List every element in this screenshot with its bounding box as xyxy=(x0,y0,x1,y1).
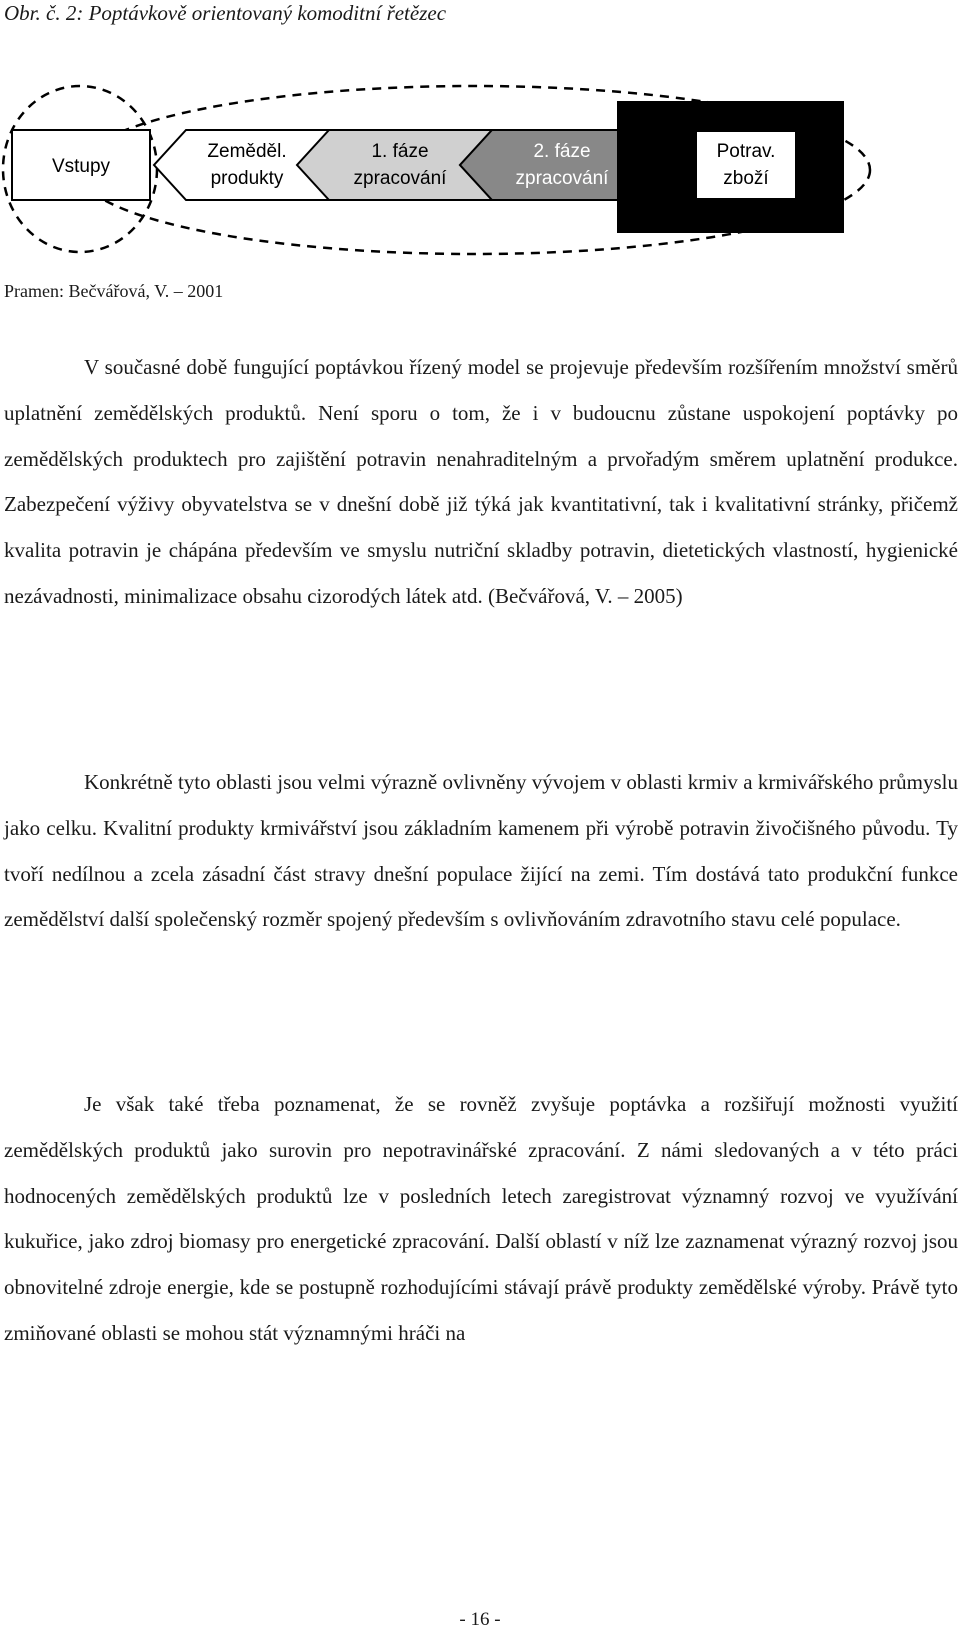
stage-second-processing-label-1: 2. fáze xyxy=(533,141,591,162)
body-paragraph: Konkrétně tyto oblasti jsou velmi výrazně ovlivněny vývojem v oblasti krmiv a krmivářského průmyslu jako celku. Kvalitní produkty krmivářství jsou základním kamenem při výrobě potravin živočišného původu. Ty tvoří nedílnou a zcela zásadní část stravy dnešní populace žijící na zemi. Tím dostává tato produkční funkce zemědělství další společenský rozměr spojený především s ovlivňováním zdravotního stavu celé populace. xyxy=(4,770,958,932)
figure-caption: Obr. č. 2: Poptávkově orientovaný komoditní řetězec xyxy=(4,1,447,25)
stage-agricultural-products-label-2: produkty xyxy=(210,168,284,189)
body-paragraph: Je však také třeba poznamenat, že se rovněž zvyšuje poptávka a rozšiřují možnosti využití zemědělských produktů jako surovin pro nepotravinářské zpracování. Z námi sledovaných a v této práci hodnocených zemědělských produktů lze v posledních letech zaregistrovat významný rozvoj ve využívání kukuřice, jako zdroj biomasy pro energetické zpracování. Další oblastí v níž lze zaznamenat výrazný rozvoj jsou obnovitelné zdroje energie, kde se postupně rozhodujícími stávají právě produkty zemědělské výroby. Právě tyto zmiňované oblasti se mohou stát významnými hráči na xyxy=(4,1092,958,1345)
figure-source: Pramen: Bečvářová, V. – 2001 xyxy=(4,281,224,301)
stage-first-processing-label-2: zpracování xyxy=(353,168,447,189)
body-paragraph: V současné době fungující poptávkou řízený model se projevuje především rozšířením množství směrů uplatnění zemědělských produktů. Není sporu o tom, že i v budoucnu zůstane uspokojení poptávky po zemědělských produktech pro zajištění potravin nenahraditelným a prvořadým směrem uplatnění produkce. Zabezpečení výživy obyvatelstva se v dnešní době již týká jak kvantitativní, tak i kvalitativní stránky, přičemž kvalita potravin je chápána především ve smyslu nutriční skladby potravin, dietetických vlastností, hygienické nezávadnosti, minimalizace obsahu cizorodých látek atd. (Bečvářová, V. – 2005) xyxy=(4,355,958,608)
commodity-chain-diagram xyxy=(0,84,960,260)
stage-food-goods-label-2: zboží xyxy=(723,168,769,189)
stage-food-goods-label-1: Potrav. xyxy=(716,141,776,162)
page-number: - 16 - xyxy=(459,1609,501,1630)
stage-inputs-label: Vstupy xyxy=(51,156,111,177)
stage-first-processing-label-1: 1. fáze xyxy=(371,141,429,162)
stage-second-processing-label-2: zpracování xyxy=(515,168,609,189)
stage-agricultural-products-label-1: Zeměděl. xyxy=(207,141,287,162)
